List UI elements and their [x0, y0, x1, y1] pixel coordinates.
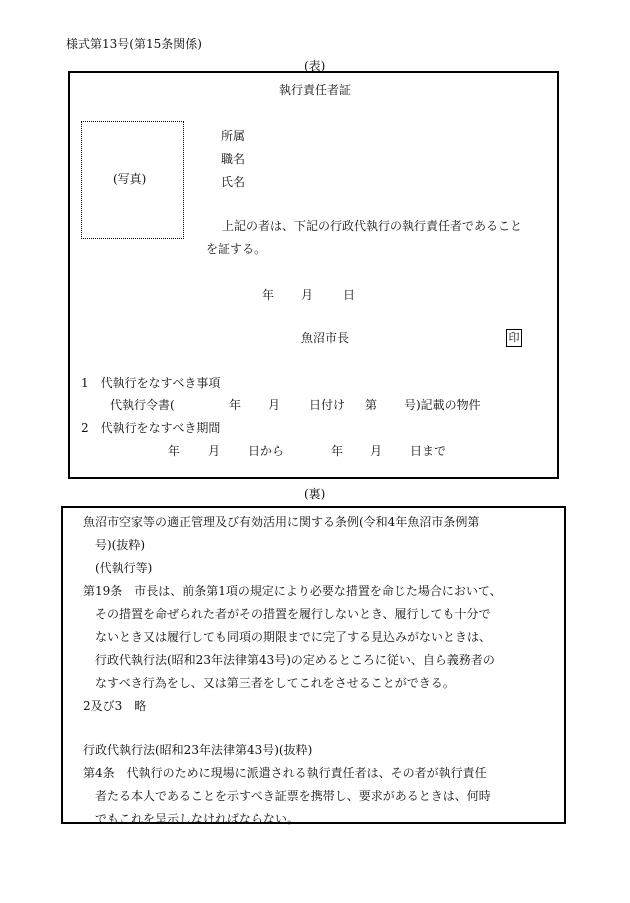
act-title: 行政代執行法(昭和23年法律第43号)(抜粋) [83, 743, 313, 757]
article-19-clause-omitted: 2及び3 略 [83, 699, 147, 713]
front-side-label: (表) [304, 59, 326, 73]
item-2-from-month: 月 [208, 444, 221, 458]
back-card [61, 506, 566, 824]
seal-mark: 印 [506, 329, 522, 347]
item-2-to-day: 日まで [410, 444, 447, 458]
item-2-from-year: 年 [168, 444, 181, 458]
article-19-line-2: その措置を命ぜられた者がその措置を履行しないとき、履行しても十分で [95, 607, 491, 621]
item-2-from-day: 日から [248, 444, 285, 458]
article-4-line-3: でもこれを呈示しなければならない。 [95, 812, 300, 826]
item-2-to-month: 月 [370, 444, 383, 458]
form-number: 様式第13号(第15条関係) [66, 37, 202, 51]
date-day: 日 [343, 288, 356, 302]
item-1-year: 年 [229, 398, 242, 412]
field-position: 職名 [221, 152, 246, 166]
photo-area [81, 121, 184, 239]
back-side-label: (裏) [304, 487, 326, 501]
item-1-month: 月 [268, 398, 281, 412]
ordinance-title-line-2: 号)(抜粋) [95, 538, 146, 552]
item-1-number-suffix: 号)記載の物件 [404, 398, 481, 412]
date-year: 年 [262, 288, 275, 302]
statement-line-1: 上記の者は、下記の行政代執行の執行責任者であること [222, 219, 523, 233]
item-1-number-prefix: 第 [365, 398, 378, 412]
photo-label: (写真) [113, 172, 147, 186]
article-19-line-5: なすべき行為をし、又は第三者をしてこれをさせることができる。 [95, 676, 455, 690]
certificate-title: 執行責任者証 [279, 83, 352, 97]
article-4-line-2: 者たる本人であることを示すべき証票を携帯し、要求があるときは、何時 [95, 789, 491, 803]
issuer: 魚沼市長 [301, 331, 350, 345]
item-1-prefix: 代執行令書( [110, 398, 175, 412]
field-affiliation: 所属 [221, 129, 246, 143]
front-card [68, 71, 559, 479]
item-2-title: 2 代執行をなすべき期間 [81, 421, 221, 435]
ordinance-title-line-1: 魚沼市空家等の適正管理及び有効活用に関する条例(令和4年魚沼市条例第 [83, 515, 480, 529]
article-19-line-3: ないとき又は履行しても同項の期限までに完了する見込みがないときは、 [95, 630, 492, 644]
article-19-line-1: 第19条 市長は、前条第1項の規定により必要な措置を命じた場合において、 [83, 584, 502, 598]
section-caption: (代執行等) [95, 561, 153, 575]
statement-line-2: を証する。 [206, 242, 267, 256]
date-month: 月 [301, 288, 314, 302]
article-4-line-1: 第4条 代執行のために現場に派遣される執行責任者は、その者が執行責任 [83, 766, 487, 780]
field-name: 氏名 [221, 175, 246, 189]
item-2-to-year: 年 [331, 444, 344, 458]
article-19-line-4: 行政代執行法(昭和23年法律第43号)の定めるところに従い、自ら義務者の [95, 653, 495, 667]
item-1-dated: 日付け [309, 398, 346, 412]
item-1-title: 1 代執行をなすべき事項 [81, 376, 221, 390]
